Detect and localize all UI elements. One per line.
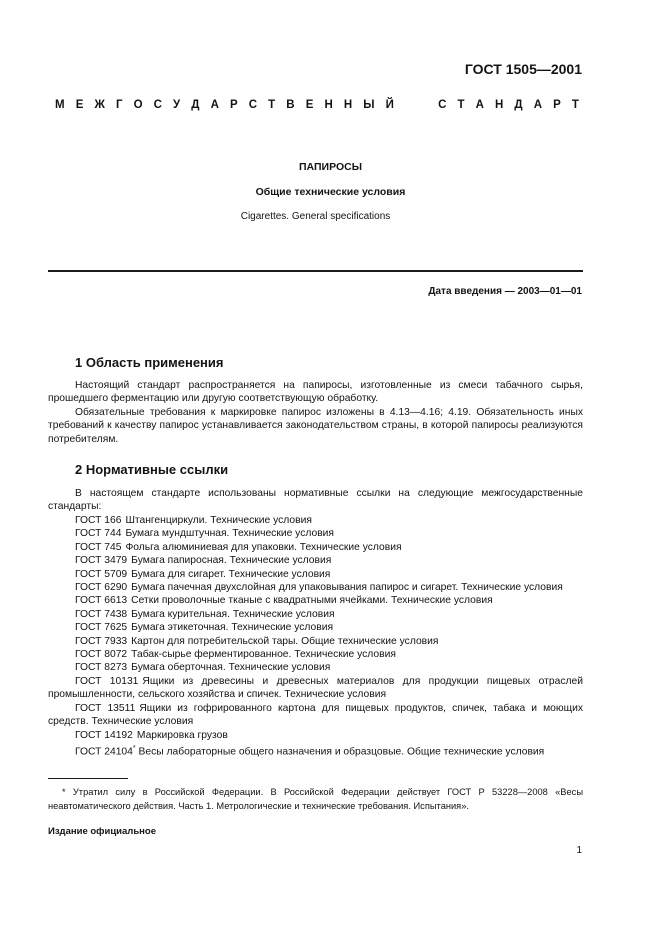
banner-letter: Р <box>229 99 238 111</box>
word-gap <box>405 99 427 111</box>
reference-item <box>48 661 583 674</box>
banner-letter: В <box>286 99 295 111</box>
section-1-paragraph: Обязательные требования к маркировке папирос изложены в 4.13—4.16; 4.19. Обязательность иных требований к качеству папирос устанавливается законодательством страны, в которой папиросы реализуются потребителям. <box>48 406 583 445</box>
reference-title: Ящики из древесины и древесных материалов для продукции пищевых отраслей промышленности, сельского хозяйства и спичек. Технические условия <box>48 675 583 701</box>
reference-title: Ящики из гофрированного картона для пищевых продуктов, спичек, табака и моющих средств. Технические условия <box>48 702 583 728</box>
reference-code: ГОСТ 7625 <box>75 622 128 634</box>
reference-item <box>48 594 583 607</box>
reference-code: ГОСТ 13511 <box>75 702 136 714</box>
reference-code: ГОСТ 6290 <box>75 582 128 594</box>
banner-letter: Т <box>571 99 579 111</box>
section-1-body <box>48 379 583 446</box>
footnote-text: * Утратил силу в Российской Федерации. В Российской Федерации действует ГОСТ Р 53228—2008 «Весы неавтоматического действия. Часть 1. Метрологические и технические требования. Испытания». <box>48 787 583 811</box>
banner-letter: Н <box>495 99 504 111</box>
footnote-marker: * <box>132 744 136 752</box>
banner-letter: Т <box>457 99 465 111</box>
reference-item <box>48 514 583 527</box>
section-2-intro <box>48 487 583 514</box>
banner-letter: Д <box>191 99 200 111</box>
reference-code: ГОСТ 6613 <box>75 595 128 607</box>
footnote <box>48 785 583 813</box>
banner-letter: Ж <box>94 99 105 111</box>
section-1-paragraph: Настоящий стандарт распространяется на папиросы, изготовленные из смеси табачного сырья, прошедшего ферментацию или другую соответствующую обработку. <box>48 380 583 405</box>
banner-letter: А <box>475 99 484 111</box>
reference-item <box>48 568 583 581</box>
document-subtitle: Общие технические условия <box>255 186 406 198</box>
reference-title: Табак-сырье ферментированное. Технические условия <box>131 649 396 661</box>
reference-code: ГОСТ 745 <box>75 541 122 553</box>
gost-number: ГОСТ 1505—2001 <box>464 61 582 77</box>
reference-title: Штангенциркули. Технические условия <box>125 515 312 526</box>
introduction-date: Дата введения — 2003—01—01 <box>428 286 582 297</box>
footnote-divider <box>48 778 128 779</box>
reference-code: ГОСТ 24104 <box>75 746 133 758</box>
document-title: ПАПИРОСЫ <box>299 161 362 173</box>
reference-item <box>48 581 583 594</box>
reference-item <box>48 541 583 554</box>
banner-letter: С <box>438 99 447 111</box>
reference-title: Бумага пачечная двухслойная для упаковывания папирос и сигарет. Технические условия <box>131 582 563 594</box>
reference-code: ГОСТ 3479 <box>75 555 128 567</box>
reference-code: ГОСТ 8072 <box>75 649 128 661</box>
reference-title: Бумага оберточная. Технические условия <box>131 662 331 674</box>
reference-item <box>48 621 583 634</box>
banner-letter: Е <box>305 99 314 111</box>
banner-letter: Р <box>553 99 561 111</box>
banner-letter: С <box>248 99 258 111</box>
reference-title: Бумага папиросная. Технические условия <box>131 555 332 567</box>
banner-letter: Й <box>385 99 394 111</box>
reference-title: Бумага курительная. Технические условия <box>131 608 335 620</box>
section-2-heading: 2 Нормативные ссылки <box>75 462 229 477</box>
reference-title: Сетки проволочные тканые с квадратными ячейками. Технические условия <box>131 595 493 607</box>
reference-title: Бумага для сигарет. Технические условия <box>131 568 331 580</box>
reference-item <box>48 635 583 648</box>
reference-code: ГОСТ 744 <box>75 528 122 540</box>
reference-item <box>48 648 583 661</box>
reference-item <box>48 675 583 702</box>
title-divider <box>48 270 583 272</box>
document-title-english: Cigarettes. General specifications <box>240 211 391 222</box>
reference-code: ГОСТ 10131 <box>75 675 139 687</box>
section-2-intro-paragraph: В настоящем стандарте использованы нормативные ссылки на следующие межгосударственные стандарты: <box>48 488 583 513</box>
banner-letter: М <box>55 99 65 111</box>
banner-letter: Н <box>324 99 333 111</box>
reference-item <box>48 702 583 729</box>
reference-item <box>48 742 583 759</box>
reference-code: ГОСТ 8273 <box>75 662 128 674</box>
banner-letter: Т <box>268 99 276 111</box>
banner-letter: А <box>533 99 543 111</box>
reference-title: Картон для потребительской тары. Общие технические условия <box>131 635 439 647</box>
reference-item <box>48 554 583 567</box>
banner-letter: А <box>210 99 219 111</box>
page-number: 1 <box>576 845 582 856</box>
reference-item <box>48 729 583 742</box>
banner-letter: О <box>133 99 143 111</box>
banner-letter: Е <box>75 99 84 111</box>
reference-item <box>48 527 583 540</box>
reference-title: Фольга алюминиевая для упаковки. Технические условия <box>125 541 402 553</box>
normative-references-list <box>48 514 583 759</box>
reference-title: Бумага мундштучная. Технические условия <box>125 528 334 540</box>
banner-letter: Г <box>115 99 123 111</box>
banner-letter: У <box>173 99 181 111</box>
reference-item <box>48 608 583 621</box>
reference-title: Бумага этикеточная. Технические условия <box>131 622 334 634</box>
reference-code: ГОСТ 5709 <box>75 568 128 580</box>
reference-title: Весы лабораторные общего назначения и образцовые. Общие технические условия <box>138 746 545 758</box>
reference-code: ГОСТ 7438 <box>75 608 128 620</box>
reference-title: Маркировка грузов <box>136 729 228 741</box>
banner-letter: Ы <box>363 99 375 111</box>
banner-letter: С <box>153 99 162 111</box>
section-1-heading: 1 Область применения <box>75 355 224 370</box>
banner-letter: Д <box>514 99 523 111</box>
reference-code: ГОСТ 166 <box>75 515 122 526</box>
banner-letter: Н <box>343 99 353 111</box>
reference-code: ГОСТ 14192 <box>75 729 133 741</box>
interstate-standard-banner <box>55 99 579 111</box>
reference-code: ГОСТ 7933 <box>75 635 128 647</box>
official-edition-label: Издание официальное <box>48 826 156 837</box>
